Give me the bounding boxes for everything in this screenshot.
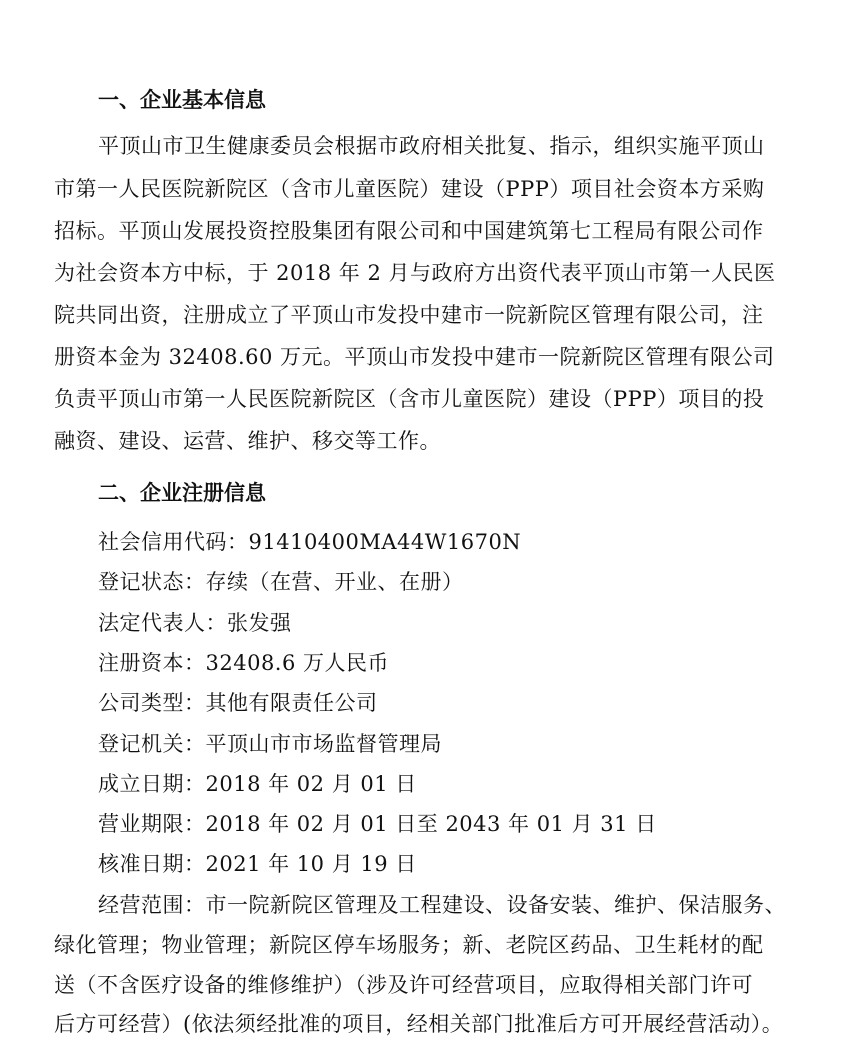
paragraph-line: 册资本金为 32408.60 万元。平顶山市发投中建市一院新院区管理有限公司 [54,345,775,369]
paragraph-line: 负责平顶山市第一人民医院新院区（含市儿童医院）建设（PPP）项目的投 [54,387,765,411]
company-type-field: 公司类型：其他有限责任公司 [98,691,378,715]
registered-capital-field: 注册资本：32408.6 万人民币 [98,651,390,675]
approval-date-field: 核准日期：2021 年 10 月 19 日 [98,852,417,876]
paragraph-line: 为社会资本方中标，于 2018 年 2 月与政府方出资代表平顶山市第一人民医 [54,261,776,285]
scope-line: 绿化管理；物业管理；新院区停车场服务；新、老院区药品、卫生耗材的配 [54,933,764,957]
paragraph-line: 融资、建设、运营、维护、移交等工作。 [54,429,441,453]
paragraph-line: 招标。平顶山发展投资控股集团有限公司和中国建筑第七工程局有限公司作 [54,219,764,243]
paragraph-line: 市第一人民医院新院区（含市儿童医院）建设（PPP）项目社会资本方采购 [54,177,765,201]
paragraph-line: 院共同出资，注册成立了平顶山市发投中建市一院新院区管理有限公司，注 [54,303,764,327]
business-term-field: 营业期限：2018 年 02 月 01 日至 2043 年 01 月 31 日 [98,812,657,836]
legal-representative-field: 法定代表人：张发强 [98,611,292,635]
registration-status-field: 登记状态：存续（在营、开业、在册） [98,570,464,594]
establishment-date-field: 成立日期：2018 年 02 月 01 日 [98,772,417,796]
credit-code-field: 社会信用代码：91410400MA44W1670N [98,530,522,554]
paragraph-line: 平顶山市卫生健康委员会根据市政府相关批复、指示，组织实施平顶山 [98,134,765,158]
scope-line: 后方可经营）(依法须经批准的项目，经相关部门批准后方可开展经营活动）。 [54,1012,784,1036]
scope-line: 送（不含医疗设备的维修维护）（涉及许可经营项目，应取得相关部门许可 [54,973,753,997]
section-heading-registration-info: 二、企业注册信息 [98,481,266,505]
scope-line: 经营范围：市一院新院区管理及工程建设、设备安装、维护、保洁服务、 [98,893,786,917]
registration-authority-field: 登记机关：平顶山市市场监督管理局 [98,732,442,756]
section-heading-basic-info: 一、企业基本信息 [98,88,266,112]
